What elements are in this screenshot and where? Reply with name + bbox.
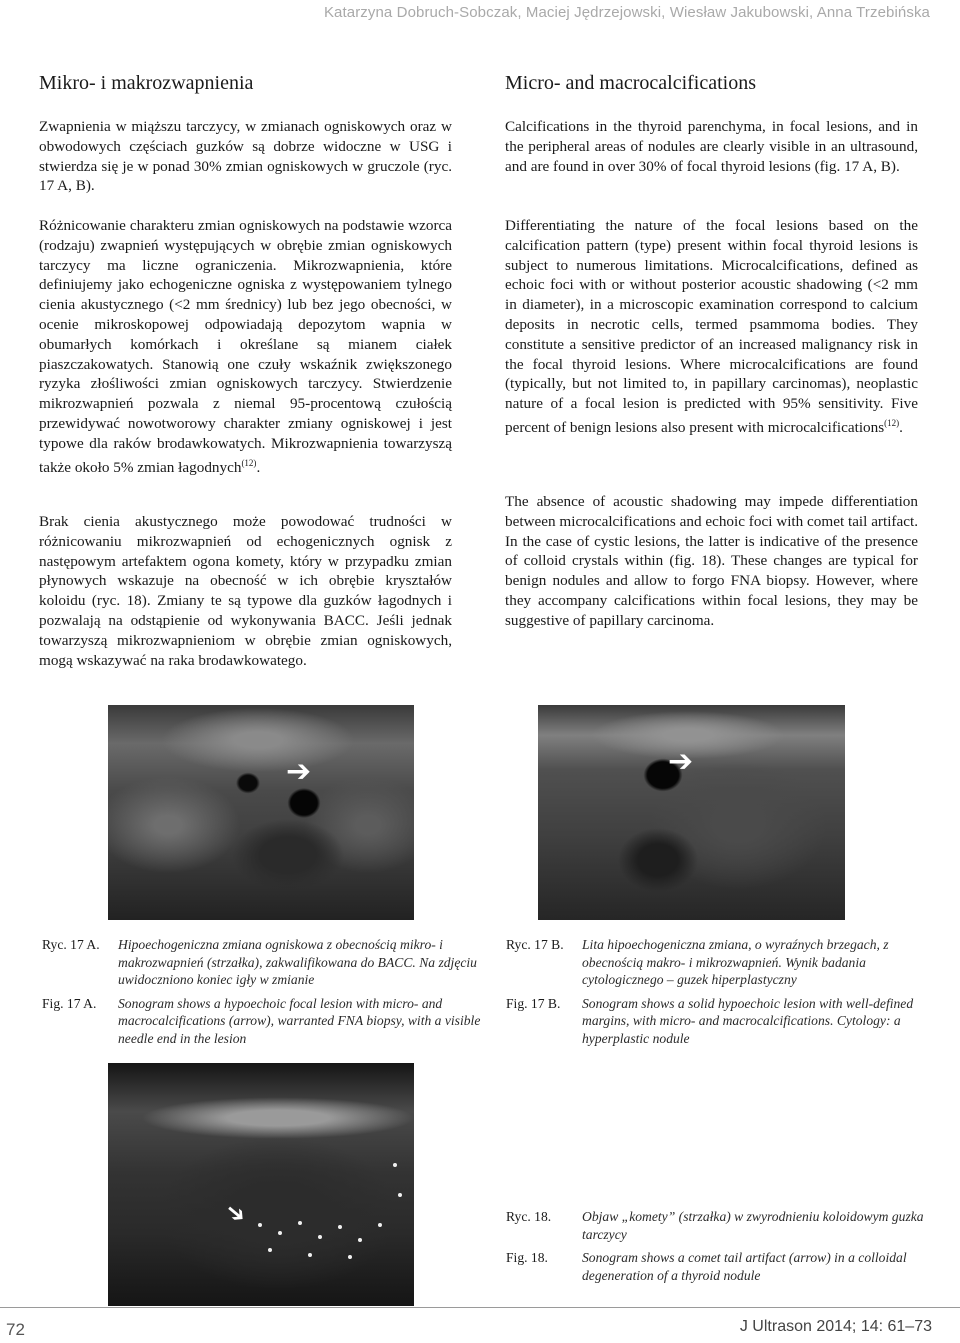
left-paragraph-1 (39, 117, 452, 196)
caption-label: Fig. 17 A. (42, 995, 97, 1011)
caption-text: Sonogram shows a comet tail artifact (arrow) in a colloidal degeneration of a thyroid nodule (582, 1250, 907, 1283)
left-paragraph-2 (39, 216, 452, 477)
left-column (39, 72, 452, 95)
right-column (505, 72, 918, 95)
paragraph-text: Brak cienia akustycznego może powodować trudności w różnicowaniu mikrozwapnień od echogenicznych ognisk z następowym artefaktem ogona komety, który w przypadku zmian płynowych wskazuje na obecność w ich obrębie kryształów koloidu (ryc. 18). Zmiany te są typowe dla guzków łagodnych i pozwalają na odstąpienie od wykonywania BACC. Jeśli jednak towarzyszą mikrozwapnieniom w obrębie zmian ogniskowych, mogą wskazywać na raka brodawkowatego. (39, 513, 452, 669)
caption-label: Ryc. 17 B. (506, 937, 564, 952)
caption-en (506, 1249, 946, 1284)
caption-text: Sonogram shows a hypoechoic focal lesion with micro- and macrocalcifications (arrow), warranted FNA biopsy, with a visible needle end in the lesion (118, 995, 481, 1046)
left-paragraph-3 (39, 512, 452, 670)
reference-marker: (12) (884, 417, 900, 428)
section-title-pl: Mikro- i makrozwapnienia (39, 72, 254, 94)
caption-text: Sonogram shows a solid hypoechoic lesion with well-defined margins, with micro- and macrocalcifications. Cytology: a hyperplastic nodule (582, 995, 914, 1046)
right-paragraph-2 (505, 216, 918, 438)
ultrasound-image-17a (108, 705, 414, 920)
caption-label: Fig. 18. (506, 1250, 548, 1265)
caption-en (506, 995, 946, 1048)
speckle (348, 1255, 352, 1259)
caption-pl (42, 936, 482, 989)
speckle (308, 1253, 312, 1257)
caption-en (42, 995, 482, 1048)
right-paragraph-3 (505, 492, 918, 631)
speckle (393, 1163, 397, 1167)
caption-17a (42, 936, 482, 1051)
arrow-icon: ➔ (219, 1195, 253, 1231)
arrow-icon: ➔ (668, 744, 694, 779)
ultrasound-image-17b (538, 705, 845, 920)
caption-label: Ryc. 17 A. (42, 937, 100, 952)
ultrasound-image-18 (108, 1063, 414, 1306)
speckle (318, 1235, 322, 1239)
speckle (258, 1223, 262, 1227)
right-paragraph-1 (505, 117, 918, 176)
caption-pl (506, 936, 946, 989)
speckle (298, 1221, 302, 1225)
paragraph-text: Calcifications in the thyroid parenchyma, in focal lesions, and in the peripheral areas of nodules are clearly visible in an ultrasound, and are found in over 30% of focal thyroid lesions (fig. 17 A, B). (505, 118, 918, 175)
speckle (268, 1248, 272, 1252)
paragraph-text: Differentiating the nature of the focal lesions based on the calcification pattern (type) present within focal thyroid lesions is subject to numerous limitations. Microcalcifications, defined as echoic foci with or without posterior acoustic shadowing (<2 mm in diameter), in a microscopic examination correspond to calcium deposits in necrotic cells, termed psammoma bodies. They constitute a sensitive predictor of an increased malignancy risk in the focal thyroid lesions. Where microcalcifications are found (typically, but not limited to, in papillary carcinomas), neoplastic nature of a focal lesion is predicted with 95% sensitivity. Five percent of benign lesions also present with microcalcifications$^{(12)}$. (505, 217, 918, 437)
arrow-icon: ➔ (286, 754, 312, 789)
caption-text: Objaw „komety” (strzałka) w zwyrodnieniu koloidowym guzka tarczycy (582, 1209, 924, 1242)
caption-label: Fig. 17 B. (506, 995, 561, 1011)
paragraph-text: Różnicowanie charakteru zmian ogniskowych na podstawie wzorca (rodzaju) zwapnień występujących w obrębie zmian ogniskowych tarczycy ma liczne ograniczenia. Mikrozwapnienia, które definiujemy jako echogeniczne ogniska z występowaniem tylnego cienia akustycznego (<2 mm średnicy) lub bez jego obecności, w ocenie mikroskopowej odpowiadają depozytom wapnia w obumarłych komórkach i określane są mianem ciałek piaszczakowatych. Stanowią one czuły wskaźnik zwiększonego ryzyka złośliwości zmian ogniskowych tarczycy. Stwierdzenie mikrozwapnień pozwala z niemal 95-procentową czułością przewidywać nowotworowy charakter zmiany ogniskowej i jest typowe dla raków brodawkowatych. Mikrozwapnienia towarzyszą także około 5% zmian łagodnych$^{(12)}$. (39, 217, 452, 476)
page-number: 72 (6, 1320, 25, 1339)
speckle (278, 1231, 282, 1235)
journal-citation: J Ultrason 2014; 14: 61–73 (739, 1318, 932, 1335)
paragraph-text: Zwapnienia w miąższu tarczycy, w zmianach ogniskowych oraz w obwodowych częściach guzków są dobrze widoczne w USG i stwierdza się je w ponad 30% zmian ogniskowych w gruczole (ryc. 17 A, B). (39, 118, 452, 195)
speckle (378, 1223, 382, 1227)
footer-divider (0, 1307, 960, 1308)
caption-pl (506, 1208, 946, 1243)
caption-text: Hipoechogeniczna zmiana ogniskowa z obecnością mikro- i makrozwapnień (strzałka), zakwalifikowana do BACC. Na zdjęciu uwidoczniono koniec igły w zmianie (118, 937, 477, 987)
paragraph-text: The absence of acoustic shadowing may impede differentiation between microcalcifications and echoic foci with comet tail artifact. In the case of cystic lesions, the latter is indicative of the presence of colloid crystals within (fig. 18). These changes are typical for benign nodules and allow to forgo FNA biopsy. However, where they accompany calcifications within focal lesions, they may be suggestive of papillary carcinoma. (505, 493, 918, 629)
speckle (358, 1238, 362, 1242)
caption-18 (506, 1208, 946, 1288)
speckle (338, 1225, 342, 1229)
reference-marker: (12) (241, 457, 257, 468)
caption-text: Lita hipoechogeniczna zmiana, o wyraźnych brzegach, z obecnością makro- i mikrozwapnień. Wynik badania cytologicznego – guzek hiperplastyczny (582, 937, 889, 987)
speckle (398, 1193, 402, 1197)
caption-label: Ryc. 18. (506, 1209, 552, 1224)
caption-17b (506, 936, 946, 1051)
section-title-en: Micro- and macrocalcifications (505, 72, 756, 94)
running-header: Katarzyna Dobruch-Sobczak, Maciej Jędrzejowski, Wiesław Jakubowski, Anna Trzebińska (323, 4, 930, 21)
